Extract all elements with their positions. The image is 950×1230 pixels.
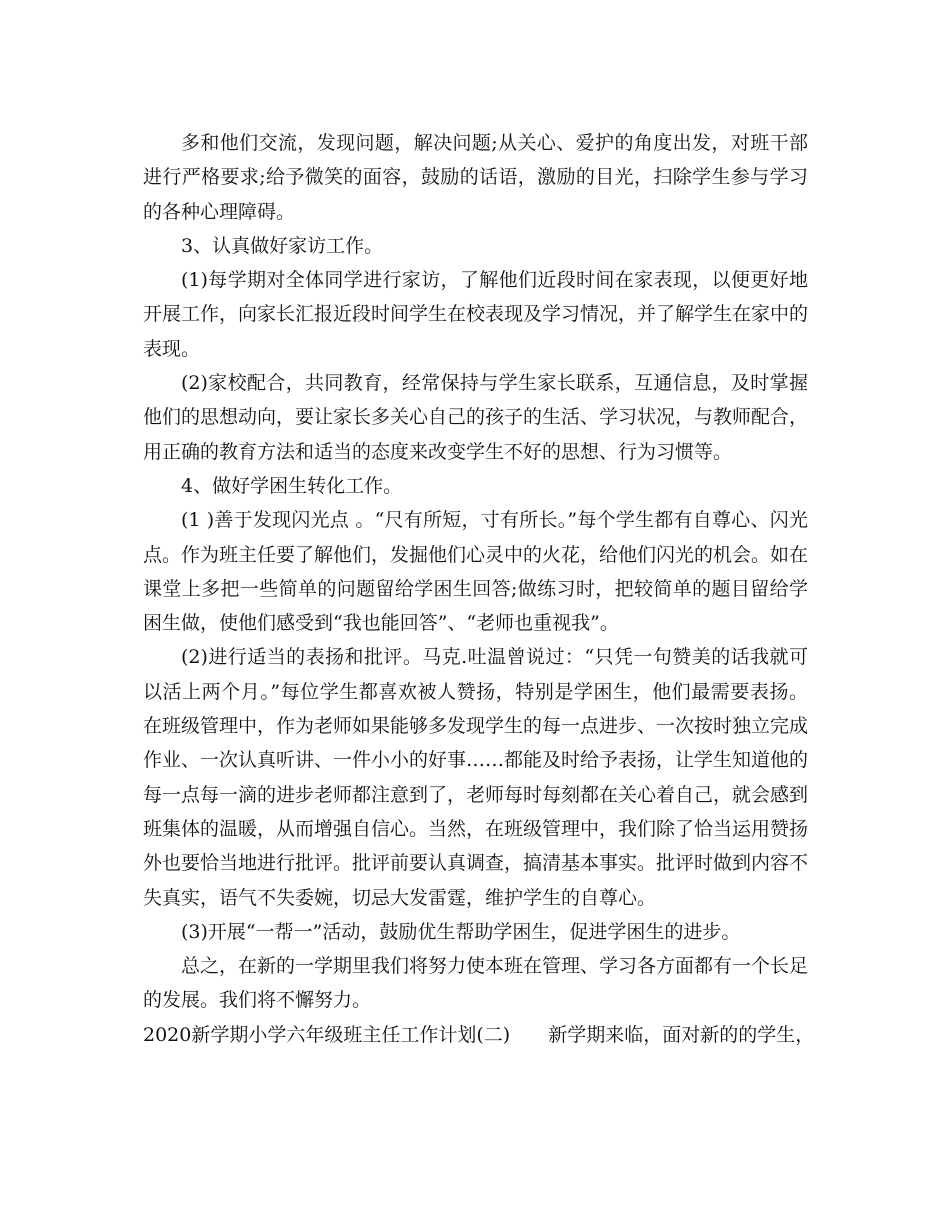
section-title: 2020新学期小学六年级班主任工作计划(二)	[143, 1023, 511, 1046]
paragraph-home-visit-1: (1)每学期对全体同学进行家访，了解他们近段时间在家表现，以便更好地开展工作，向家长汇报近段时间学生在校表现及学习情况，并了解学生在家中的表现。	[143, 269, 809, 360]
paragraph-find-strengths: (1 )善于发现闪光点 。“尺有所短，寸有所长。”每个学生都有自尊心、闪光点。作为班主任要了解他们，发掘他们心灵中的火花，给他们闪光的机会。如在课堂上多把一些简单的问题留给学困生回答;做练习时，把较简单的题目留给学困生做，使他们感受到“我也能回答”、“老师也重视我”。	[143, 509, 809, 635]
heading-struggling-students: 4、做好学困生转化工作。	[181, 474, 403, 497]
paragraph-conclusion: 总之，在新的一学期里我们将努力使本班在管理、学习各方面都有一个长足的发展。我们将不懈努力。	[143, 955, 809, 1012]
paragraph-care-for-cadres: 多和他们交流，发现问题，解决问题;从关心、爱护的角度出发，对班干部进行严格要求;给予微笑的面容，鼓励的话语，激励的目光，扫除学生参与学习的各种心理障碍。	[143, 132, 808, 223]
paragraph-home-visit-2: (2)家校配合，共同教育，经常保持与学生家长联系，互通信息，及时掌握他们的思想动向，要让家长多关心自己的孩子的生活、学习状况，与教师配合，用正确的教育方法和适当的态度来改变学生不好的思想、行为习惯等。	[143, 372, 809, 463]
paragraph-praise-and-criticism: (2)进行适当的表扬和批评。马克.吐温曾说过：“只凭一句赞美的话我就可以活上两个月。”每位学生都喜欢被人赞扬，特别是学困生，他们最需要表扬。在班级管理中，作为老师如果能够多发现学生的每一点进步、一次按时独立完成作业、一次认真听讲、一件小小的好事……都能及时给予表扬，让学生知道他的每一点每一滴的进步老师都注意到了，老师每时每刻都在关心着自己，就会感到班集体的温暖，从而增强自信心。当然，在班级管理中，我们除了恰当运用赞扬外也要恰当地进行批评。批评前要认真调查，搞清基本事实。批评时做到内容不失真实，语气不失委婉，切忌大发雷霆，维护学生的自尊心。	[143, 646, 809, 909]
next-section-title-line	[143, 1018, 815, 1052]
section-continuation: 新学期来临，面对新的的学生，	[548, 1023, 815, 1046]
paragraph-peer-help: (3)开展“一帮一”活动，鼓励优生帮助学困生，促进学困生的进步。	[181, 920, 741, 943]
document-page	[143, 126, 815, 1052]
heading-home-visits: 3、认真做好家访工作。	[181, 234, 384, 257]
